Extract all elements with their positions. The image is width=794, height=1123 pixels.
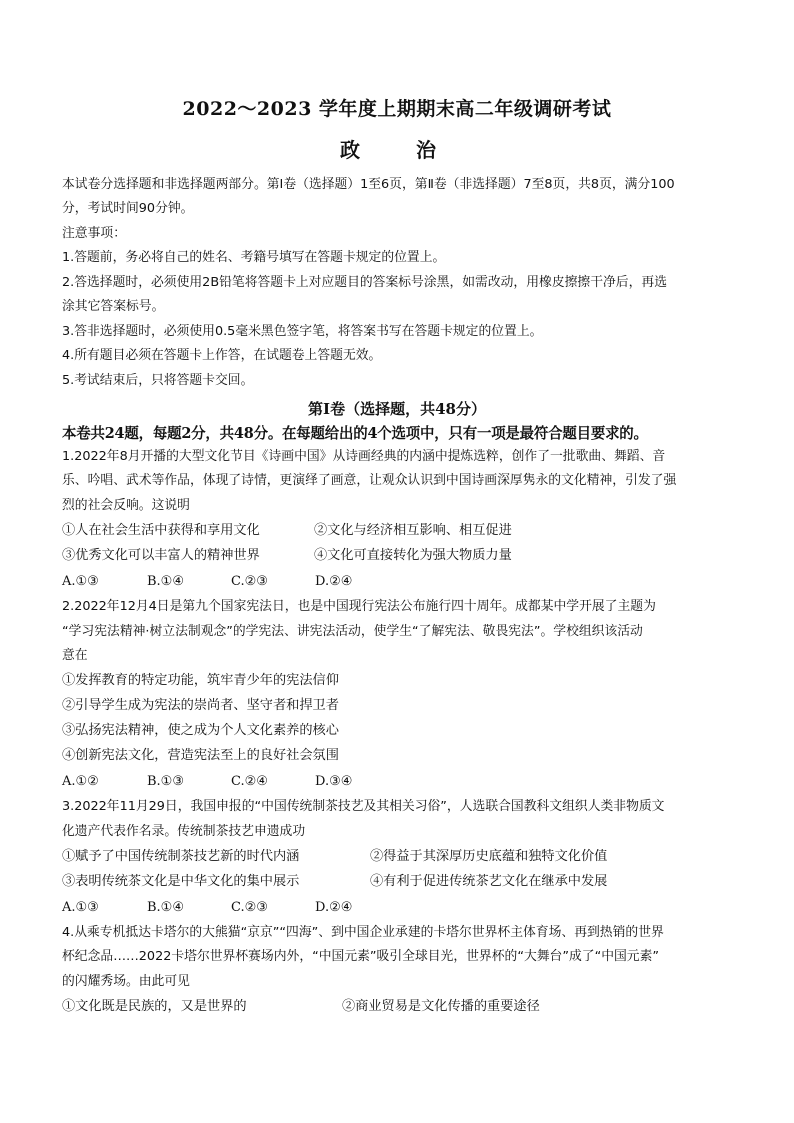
answer-choice-c: C.②④ (231, 774, 268, 789)
question-stem: 的闪耀秀场。由此可见 (62, 974, 190, 989)
notice-item: 1.答题前，务必将自己的姓名、考籍号填写在答题卡规定的位置上。 (62, 250, 446, 265)
notice-title: 注意事项： (62, 226, 126, 241)
section-title: 第Ⅰ卷（选择题，共48分） (308, 400, 486, 418)
answer-choice-b: B.①④ (147, 900, 184, 915)
option-3: ③优秀文化可以丰富人的精神世界 (62, 548, 260, 563)
intro-line: 分，考试时间90分钟。 (62, 201, 194, 216)
answer-choice-a: A.①③ (62, 900, 99, 915)
option-2: ②引导学生成为宪法的崇尚者、坚守者和捍卫者 (62, 698, 339, 713)
question-stem: 乐、吟唱、武术等作品，体现了诗情，更演绎了画意，让观众认识到中国诗画深厚隽永的文化精神，引发了强 (62, 473, 677, 488)
notice-item: 3.答非选择题时，必须使用0.5毫米黑色签字笔，将答案书写在答题卡规定的位置上。 (62, 324, 543, 339)
question-stem: 4.从乘专机抵达卡塔尔的大熊猫“京京”“四海”、到中国企业承建的卡塔尔世界杯主体育场、再到热销的世界 (62, 925, 664, 940)
answer-choice-d: D.③④ (315, 774, 353, 789)
option-4: ④创新宪法文化，营造宪法至上的良好社会氛围 (62, 748, 339, 763)
question-stem: 烈的社会反响。这说明 (62, 498, 190, 513)
answer-choice-c: C.②③ (231, 900, 268, 915)
question-stem: 1.2022年8月开播的大型文化节目《诗画中国》从诗画经典的内涵中提炼选粹，创作了一批歌曲、舞蹈、音 (62, 449, 666, 464)
option-4: ④有利于促进传统茶艺文化在继承中发展 (370, 874, 608, 889)
question-stem: 杯纪念品……2022卡塔尔世界杯赛场内外，“中国元素”吸引全球目光，世界杯的“大舞台”成了“中国元素” (62, 949, 660, 964)
option-2: ②得益于其深厚历史底蕴和独特文化价值 (370, 849, 608, 864)
question-stem: “学习宪法精神·树立法制观念”的学宪法、讲宪法活动，使学生“了解宪法、敬畏宪法”。学校组织该活动 (62, 624, 643, 639)
option-1: ①文化既是民族的，又是世界的 (62, 999, 247, 1014)
answer-choice-a: A.①③ (62, 574, 99, 589)
subject-title: 政 治 (340, 138, 454, 162)
answer-choice-d: D.②④ (315, 574, 353, 589)
answer-choice-d: D.②④ (315, 900, 353, 915)
option-1: ①发挥教育的特定功能，筑牢青少年的宪法信仰 (62, 673, 339, 688)
notice-item: 涂其它答案标号。 (62, 299, 165, 314)
option-1: ①赋予了中国传统制茶技艺新的时代内涵 (62, 849, 300, 864)
option-1: ①人在社会生活中获得和享用文化 (62, 523, 260, 538)
notice-item: 4.所有题目必须在答题卡上作答，在试题卷上答题无效。 (62, 348, 382, 363)
notice-item: 2.答选择题时，必须使用2B铅笔将答题卡上对应题目的答案标号涂黑，如需改动，用橡皮擦擦干净后，再选 (62, 275, 667, 290)
question-stem: 3.2022年11月29日，我国申报的“中国传统制茶技艺及其相关习俗”，人选联合国教科文组织人类非物质文 (62, 799, 665, 814)
option-2: ②商业贸易是文化传播的重要途径 (342, 999, 540, 1014)
answer-choice-a: A.①② (62, 774, 99, 789)
answer-choice-b: B.①④ (147, 574, 184, 589)
question-stem: 化遗产代表作名录。传统制茶技艺申遗成功 (62, 824, 306, 839)
notice-item: 5.考试结束后，只将答题卡交回。 (62, 373, 254, 388)
option-4: ④文化可直接转化为强大物质力量 (314, 548, 512, 563)
exam-title: 2022～2023 学年度上期期末高二年级调研考试 (182, 98, 612, 120)
option-2: ②文化与经济相互影响、相互促进 (314, 523, 512, 538)
section-instruction: 本卷共24题，每题2分，共48分。在每题给出的4个选项中，只有一项是最符合题目要求的。 (62, 425, 648, 442)
answer-choice-c: C.②③ (231, 574, 268, 589)
option-3: ③表明传统茶文化是中华文化的集中展示 (62, 874, 300, 889)
option-3: ③弘扬宪法精神，使之成为个人文化素养的核心 (62, 723, 339, 738)
intro-line: 本试卷分选择题和非选择题两部分。第Ⅰ卷（选择题）1至6页，第Ⅱ卷（非选择题）7至8页，共8页，满分100 (62, 177, 675, 192)
answer-choice-b: B.①③ (147, 774, 184, 789)
question-stem: 2.2022年12月4日是第九个国家宪法日，也是中国现行宪法公布施行四十周年。成都某中学开展了主题为 (62, 599, 656, 614)
question-stem: 意在 (62, 648, 88, 663)
